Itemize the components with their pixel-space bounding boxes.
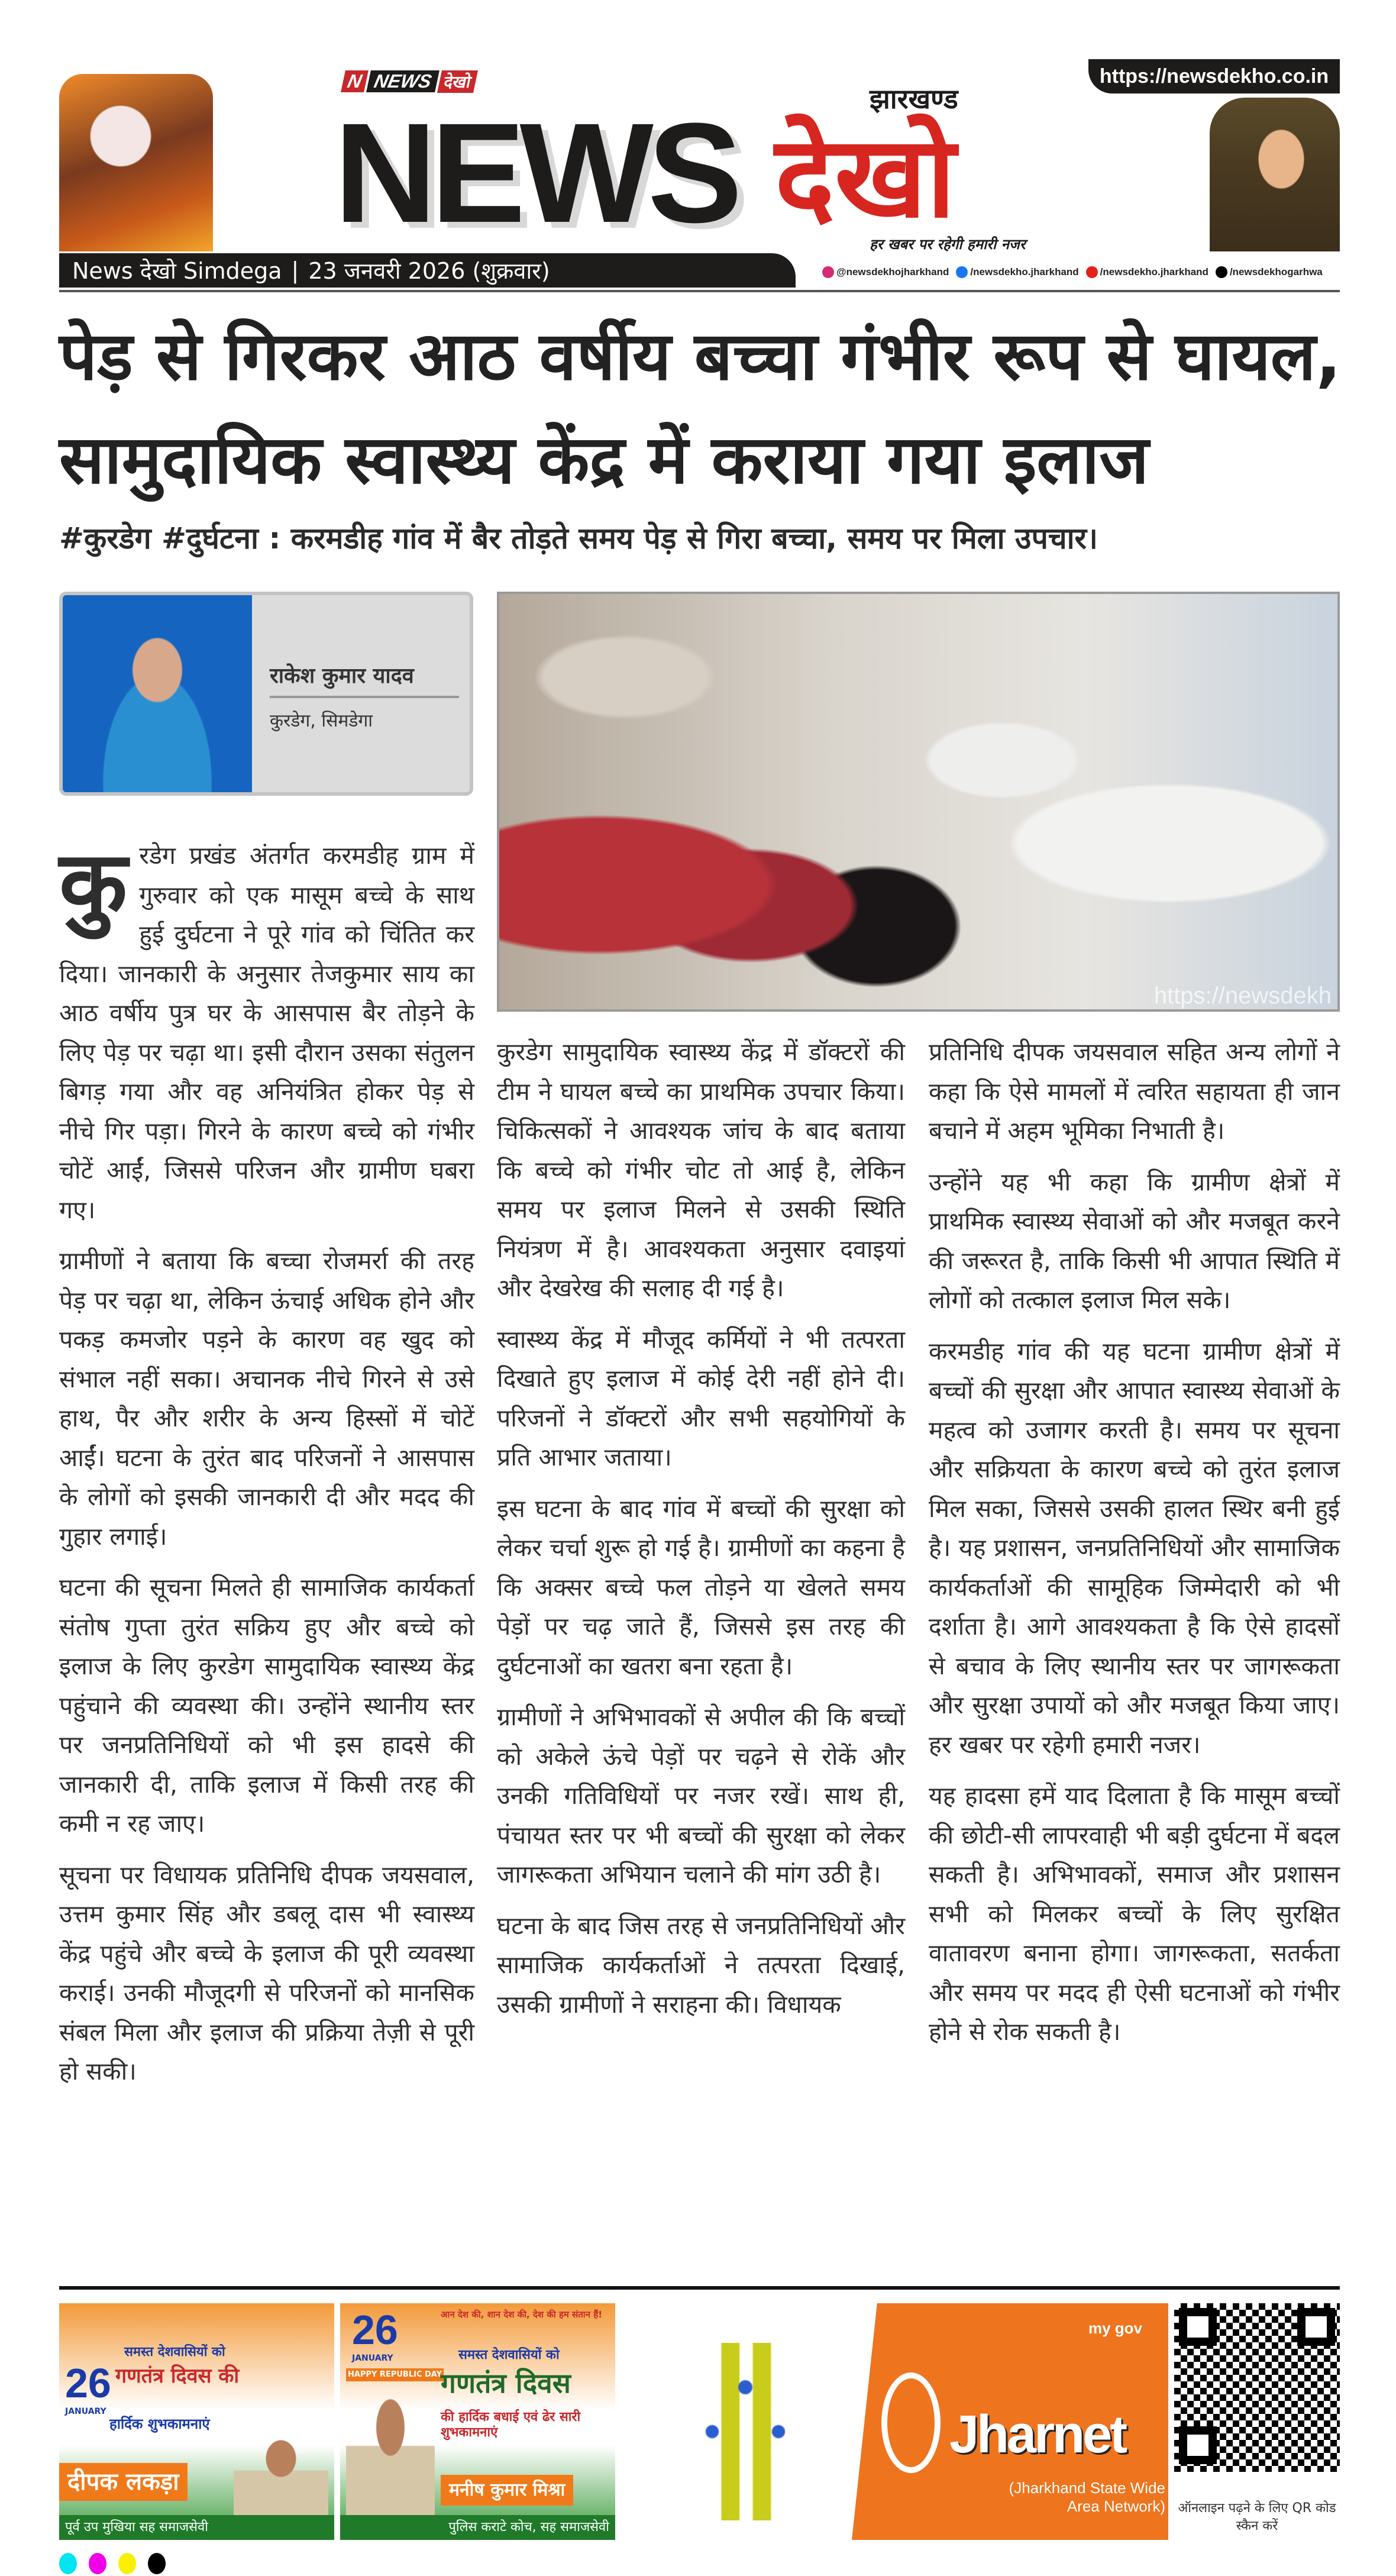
news-photo	[497, 592, 1340, 1012]
ad-wish: हार्दिक शुभकामनाएं	[109, 2416, 210, 2432]
photo-watermark: https://newsdekh	[1153, 983, 1332, 1009]
x-icon	[1216, 266, 1227, 278]
masthead-dekho: देखो	[775, 112, 956, 243]
subheadline: #कुरडेग #दुर्घटना : करमडीह गांव में बैर तोड़ते समय पेड़ से गिरा बच्चा, समय पर मिला उपचार।	[59, 521, 1098, 556]
ad-day: 26	[65, 2360, 111, 2406]
registration-dot-magenta	[89, 2553, 106, 2574]
paragraph: ग्रामीणों ने अभिभावकों से अपील की कि बच्चों को अकेले ऊंचे पेड़ों पर चढ़ने से रोकें और उनकी गतिविधियों पर नजर रखें। साथ ही, पंचायत स्तर पर भी बच्चों की सुरक्षा को लेकर जागरूकता अभियान चलाने की मांग उठी है।	[497, 1703, 905, 1889]
republic-day-ad-1[interactable]	[59, 2303, 334, 2540]
paragraph: यह हादसा हमें याद दिलाता है कि मासूम बच्चों की छोटी-सी लापरवाही भी बड़ी दुर्घटना में बदल सकती है। अभिभावकों, समाज और प्रशासन सभी को मिलकर बच्चों के लिए सुरक्षित वातावरण बनाना होगा। जागरूकता, सतर्कता और समय पर मदद ही ऐसी घटनाओं को गंभीर होने से रोक सकती है।	[929, 1781, 1340, 2046]
ad-name: मनीष कुमार मिश्रा	[441, 2475, 573, 2506]
social-facebook[interactable]	[956, 266, 1078, 278]
ad-person-photo	[346, 2398, 435, 2516]
paragraph: करमडीह गांव की यह घटना ग्रामीण क्षेत्रों में बच्चों की सुरक्षा और आपात स्वास्थ्य सेवाओं के महत्व को उजागर करती है। समय पर सूचना और सक्रियता के कारण बच्चे को तुरंत इलाज मिल सका, जिससे उसकी हालत स्थिर बनी हुई है। यह प्रशासन, जनप्रतिनिधियों और सामाजिक कार्यकर्ताओं की सामूहिक जिम्मेदारी को भी दर्शाता है। आगे आवश्यकता है कि ऐसे हादसों से बचाव के लिए स्थानीय स्तर पर जागरूकता और सुरक्षा उपायों को और मजबूत किया जाए। हर खबर पर रहेगी हमारी नजर।	[929, 1337, 1340, 1759]
facebook-handle: /newsdekho.jharkhand	[970, 266, 1079, 277]
website-url[interactable]: https://newsdekho.co.in	[1088, 59, 1340, 93]
logo-news-small: NEWS	[366, 70, 440, 92]
youtube-handle: /newsdekho.jharkhand	[1100, 266, 1208, 277]
article-column-3	[929, 1032, 1340, 2064]
ad-title: गणतंत्र दिवस	[441, 2367, 571, 2399]
author-name: राकेश कुमार यादव	[270, 664, 414, 688]
logo-dekho-small: देखो	[437, 70, 478, 93]
author-box	[59, 592, 473, 796]
facebook-icon	[956, 266, 968, 278]
paragraph: इस घटना के बाद गांव में बच्चों की सुरक्षा को लेकर चर्चा शुरू हो गई है। ग्रामीणों का कहना है कि अक्सर बच्चे फल तोड़ने या खेलते समय पेड़ों पर चढ़ जाते हैं, जिससे इस तरह की दुर्घटनाओं का खतरा बना रहता है।	[497, 1494, 905, 1680]
youtube-icon	[1086, 266, 1098, 278]
author-photo	[63, 595, 252, 792]
edition-label: News देखो Simdega	[72, 258, 282, 284]
republic-day-ad-2[interactable]	[340, 2303, 615, 2540]
author-location: कुरडेग, सिमडेगा	[270, 711, 373, 731]
registration-dot-yellow	[118, 2553, 136, 2574]
globe-icon	[881, 2372, 941, 2473]
paragraph: स्वास्थ्य केंद्र में मौजूद कर्मियों ने भी तत्परता दिखाते हुए इलाज में कोई देरी नहीं होने दी। परिजनों ने डॉक्टरों और सभी सहयोगियों के प्रति आभार जताया।	[497, 1325, 905, 1471]
ad-role: पुलिस कराटे कोच, सह समाजसेवी	[340, 2515, 615, 2540]
masthead-tagline: हर खबर पर रहेगी हमारी नजर	[870, 236, 1026, 253]
ad-title: गणतंत्र दिवस की	[115, 2364, 240, 2388]
x-handle: /newsdekhogarhwa	[1229, 266, 1323, 277]
social-instagram[interactable]	[822, 266, 949, 278]
network-diagram-image	[663, 2343, 828, 2520]
paragraph: उन्होंने यह भी कहा कि ग्रामीण क्षेत्रों में प्राथमिक स्वास्थ्य सेवाओं को और मजबूत करने की जरूरत है, ताकि किसी भी आपात स्थिति में लोगों को तत्काल इलाज मिल सके।	[929, 1167, 1340, 1314]
paragraph: घटना के बाद जिस तरह से जनप्रतिनिधियों और सामाजिक कार्यकर्ताओं ने तत्परता दिखाई, उसकी ग्रामीणों ने सराहना की। विधायक	[497, 1911, 905, 2019]
ad-greeting: समस्त देशवासियों को	[458, 2348, 560, 2362]
instagram-handle: @newsdekhojharkhand	[836, 266, 949, 277]
masthead-state: झारखण्ड	[870, 83, 958, 115]
issue-date: 23 जनवरी 2026 (शुक्रवार)	[308, 258, 550, 284]
separator: |	[291, 257, 299, 283]
author-divider	[270, 696, 459, 698]
ad-role: पूर्व उप मुखिया सह समाजसेवी	[59, 2515, 334, 2540]
ad-month: JANUARY	[65, 2407, 106, 2416]
saraswati-image	[59, 74, 213, 251]
footer-divider	[59, 2286, 1340, 2290]
qr-code[interactable]	[1174, 2303, 1340, 2472]
paragraph: घटना की सूचना मिलते ही सामाजिक कार्यकर्ता संतोष गुप्ता तुरंत सक्रिय हुए और बच्चे को इलाज के लिए कुरडेग सामुदायिक स्वास्थ्य केंद्र पहुंचाने की व्यवस्था की। उन्होंने स्थानीय स्तर पर जनप्रतिनिधियों को भी इस हादसे की जानकारी दी, ताकि इलाज में किसी तरह की कमी न रह जाए।	[59, 1573, 474, 1838]
paragraph: ग्रामीणों ने बताया कि बच्चा रोजमर्रा की तरह पेड़ पर चढ़ा था, लेकिन ऊंचाई अधिक होने और पकड़ कमजोर पड़ने के कारण वह खुद को संभाल नहीं सका। अचानक नीचे गिरने से उसे हाथ, पैर और शरीर के अन्य हिस्सों में चोटें आईं। घटना के तुरंत बाद परिजनों ने आसपास के लोगों को इसकी जानकारी दी और मदद की गुहार लगाई।	[59, 1247, 474, 1551]
registration-dot-black	[148, 2553, 166, 2574]
headline: पेड़ से गिरकर आठ वर्षीय बच्चा गंभीर रूप से घायल, सामुदायिक स्वास्थ्य केंद्र में कराया गया इलाज	[59, 317, 1342, 499]
edition-date-bar	[59, 253, 796, 288]
social-x[interactable]	[1216, 266, 1323, 278]
ad-name: दीपक लकड़ा	[59, 2463, 188, 2501]
masthead-news: NEWS	[334, 93, 736, 252]
social-handles	[822, 266, 1323, 278]
article-column-2	[497, 1032, 905, 2036]
registration-dot-cyan	[59, 2553, 77, 2574]
paragraph-text: रडेग प्रखंड अंतर्गत करमडीह ग्राम में गुरुवार को एक मासूम बच्चे के साथ हुई दुर्घटना ने पूरे गांव को चिंतित कर दिया। जानकारी के अनुसार तेजकुमार साय का आठ वर्षीय पुत्र घर के आसपास बैर तोड़ने के लिए पेड़ पर चढ़ा था। इसी दौरान उसका संतुलन बिगड़ गया और वह अनियंत्रित होकर पेड़ से नीचे गिर पड़ा। गिरने के कारण बच्चे को गंभीर चोटें आईं, जिससे परिजन और ग्रामीण घबरा गए।	[59, 841, 474, 1224]
ad-badge: HAPPY REPUBLIC DAY	[346, 2368, 444, 2381]
jharnet-name: Jharnet	[949, 2405, 1126, 2464]
small-logo	[343, 68, 476, 95]
social-youtube[interactable]	[1086, 266, 1208, 278]
ad-month: JANUARY	[352, 2354, 393, 2363]
mygov-logo: my gov	[1088, 2319, 1143, 2337]
jharnet-subtitle: (Jharkhand State Wide Area Network)	[1009, 2479, 1165, 2515]
drop-cap: कु	[59, 832, 128, 935]
paragraph: प्रतिनिधि दीपक जयसवाल सहित अन्य लोगों ने कहा कि ऐसे मामलों में त्वरित सहायता ही जान बचाने में अहम भूमिका निभाती है।	[929, 1038, 1340, 1145]
logo-n: N	[341, 70, 369, 92]
paragraph	[59, 832, 474, 1229]
ad-day: 26	[352, 2307, 398, 2353]
instagram-icon	[822, 266, 834, 278]
qr-caption: ऑनलाइन पढ़ने के लिए QR कोड स्कैन करें	[1178, 2501, 1336, 2533]
ad-greeting: समस्त देशवासियों को	[124, 2345, 225, 2359]
ad-person-photo	[234, 2439, 328, 2516]
ad-wish: की हार्दिक बधाई एवं ढेर सारी शुभकामनाएं	[441, 2410, 581, 2441]
paragraph: सूचना पर विधायक प्रतिनिधि दीपक जयसवाल, उत्तम कुमार सिंह और डबलू दास भी स्वास्थ्य केंद्र पहुंचे और बच्चे के इलाज की पूरी व्यवस्था कराई। उनकी मौजूदगी से परिजनों को मानसिक संबल मिला और इलाज की प्रक्रिया तेज़ी से पूरी हो सकी।	[59, 1860, 474, 2086]
article-column-1	[59, 832, 474, 2103]
paragraph: कुरडेग सामुदायिक स्वास्थ्य केंद्र में डॉक्टरों की टीम ने घायल बच्चे का प्राथमिक उपचार किया। चिकित्सकों ने आवश्यक जांच के बाद बताया कि बच्चे को गंभीर चोट तो आई है, लेकिन समय पर इलाज मिलने से उसकी स्थिति नियंत्रण में है। आवश्यकता अनुसार दवाइयां और देखरेख की सलाह दी गई है।	[497, 1038, 905, 1302]
netaji-portrait-image	[1210, 98, 1340, 251]
ad-quote: आन देश की, शान देश की, देश की हम संतान हैं!	[441, 2309, 603, 2320]
header-divider	[59, 290, 1340, 292]
